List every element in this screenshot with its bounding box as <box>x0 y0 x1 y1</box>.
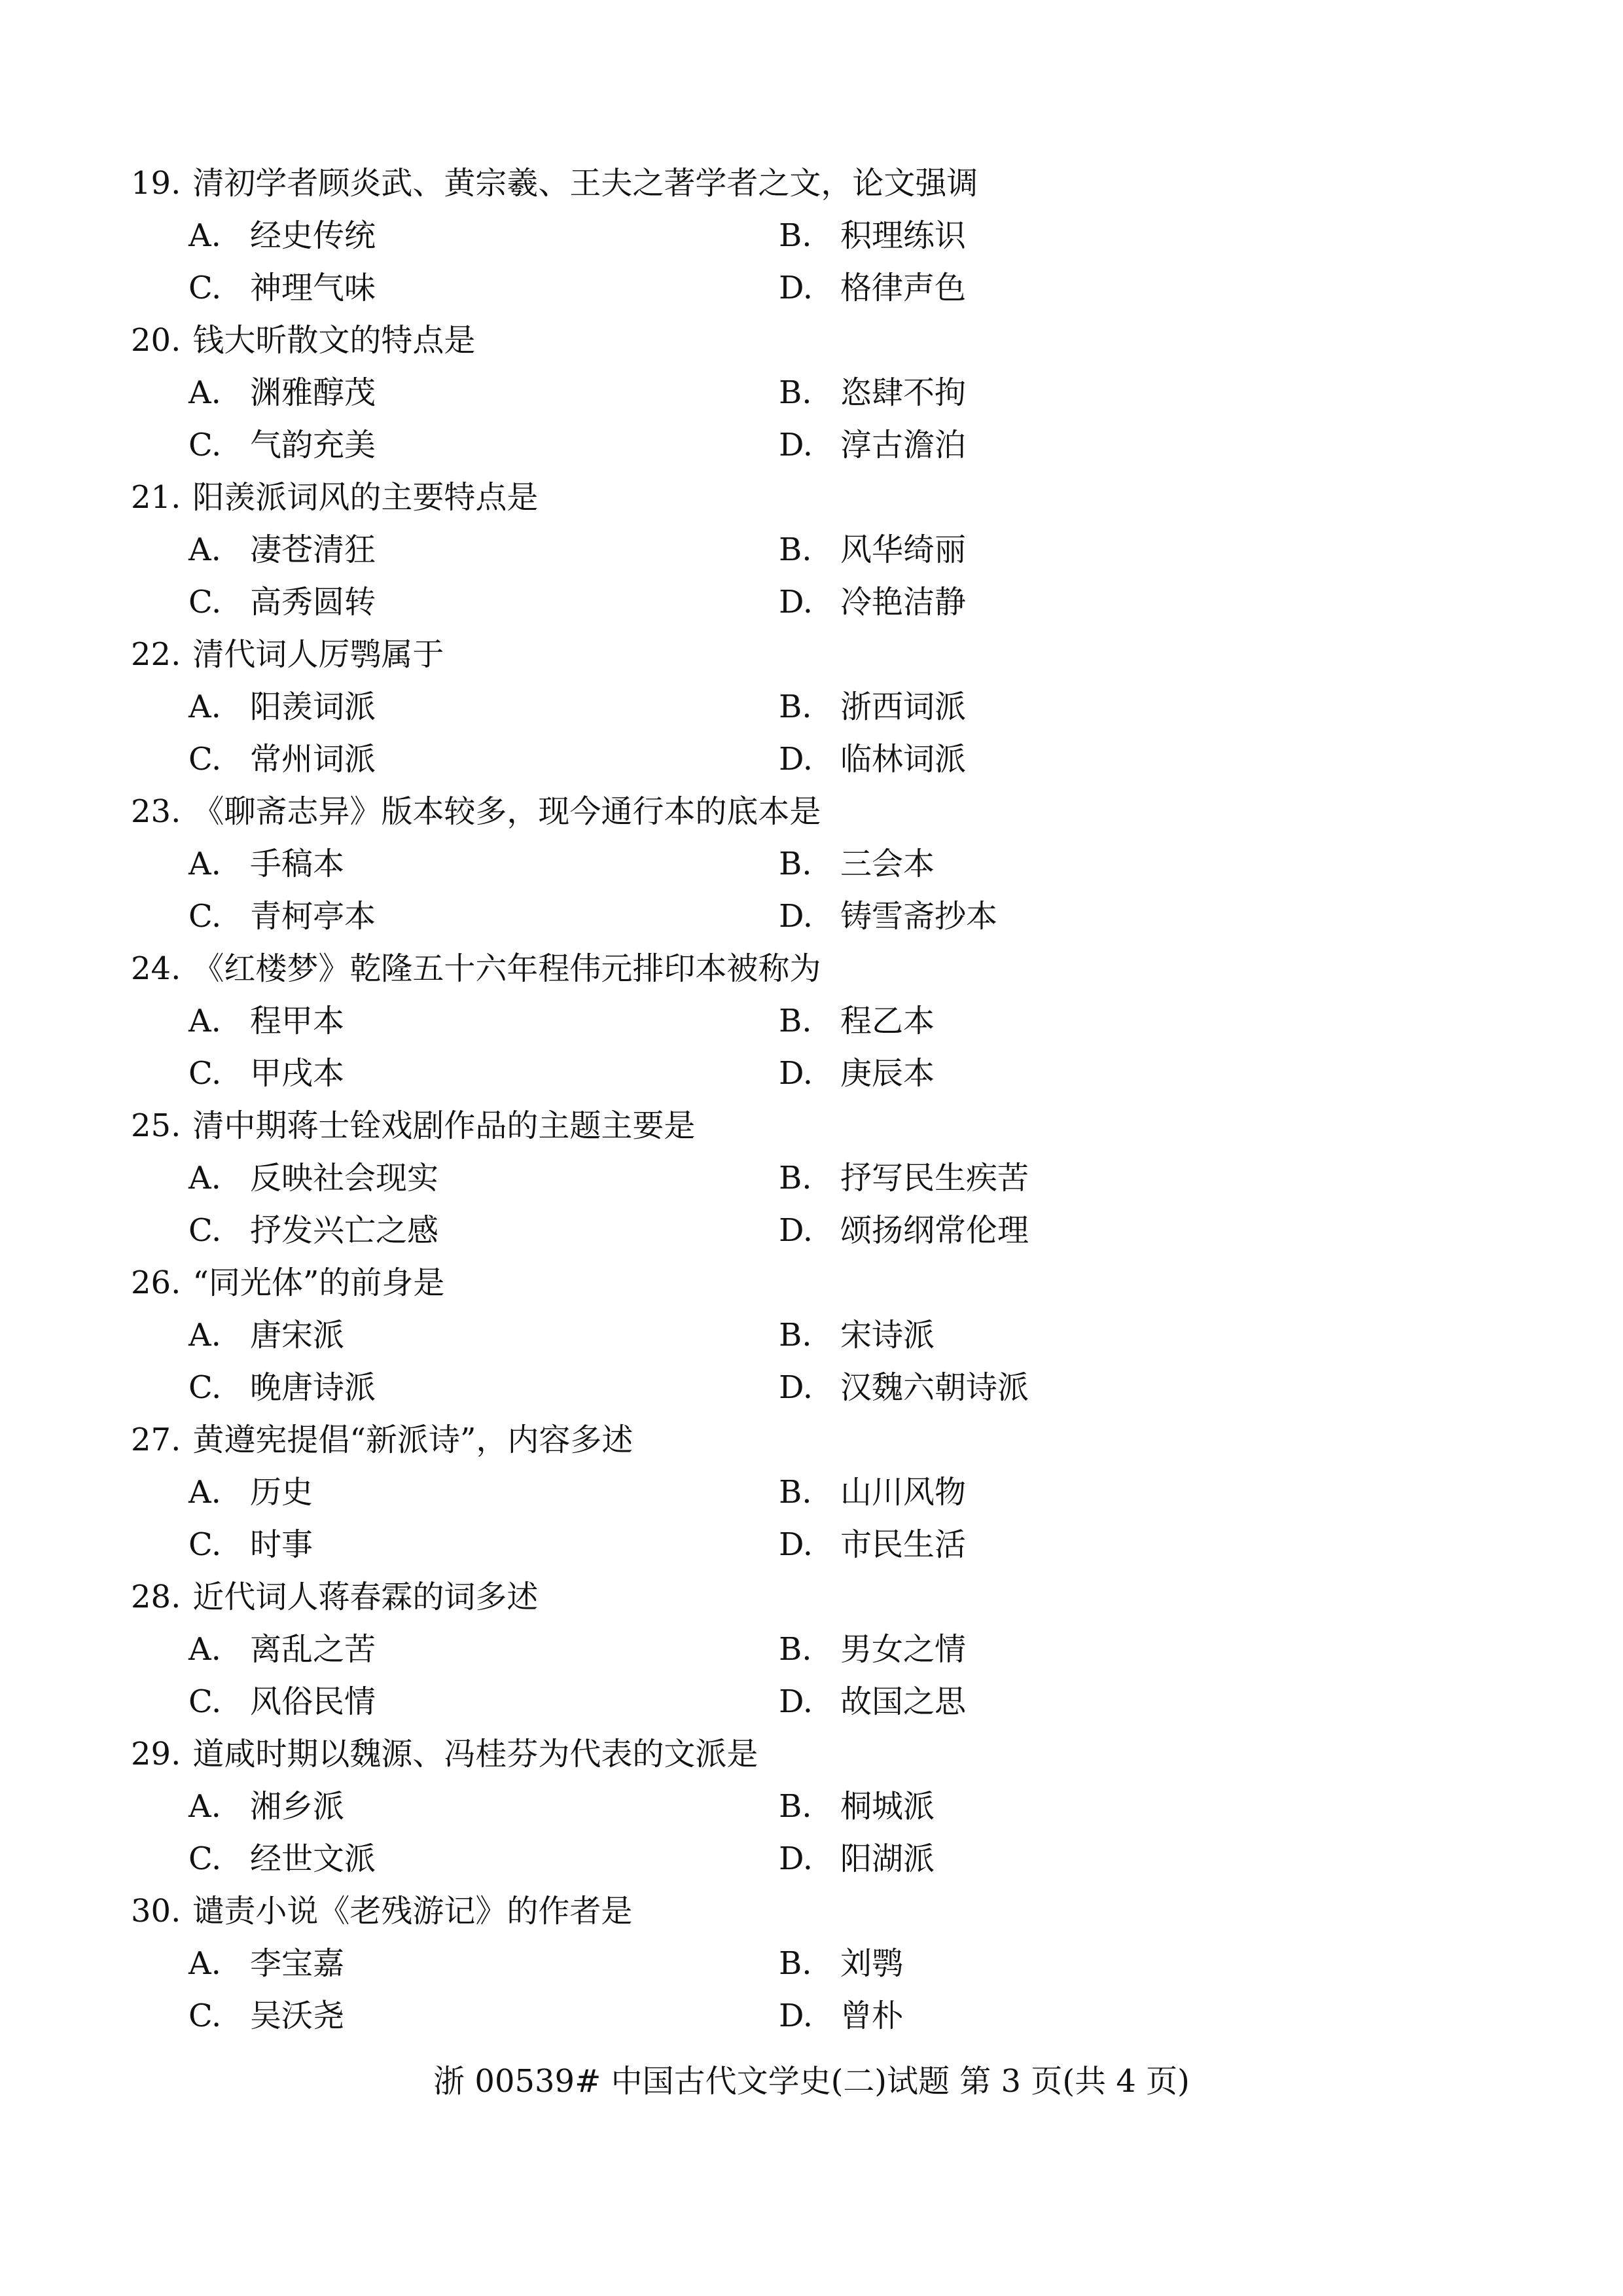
question-text: 阳羡派词风的主要特点是 <box>192 479 539 516</box>
option-text: 风俗民情 <box>250 1683 376 1720</box>
option-text: 格律声色 <box>840 270 967 306</box>
answer-option <box>188 1152 438 1204</box>
option-text: 气韵充美 <box>250 427 376 463</box>
question-number: 20. <box>131 322 181 359</box>
option-text: 常州词派 <box>250 741 376 778</box>
option-row <box>131 1937 1309 1990</box>
option-text: 甲戌本 <box>250 1055 345 1092</box>
option-row <box>131 1152 1309 1204</box>
option-letter: A. <box>188 1474 221 1511</box>
option-letter: C. <box>188 898 222 935</box>
option-letter: A. <box>188 1317 221 1354</box>
question-number: 28. <box>131 1579 181 1615</box>
question-item <box>131 1885 1309 2042</box>
question-stem <box>131 1728 1309 1780</box>
option-row <box>131 890 1309 942</box>
question-stem <box>131 942 1309 995</box>
question-number: 25. <box>131 1107 181 1144</box>
question-number: 30. <box>131 1893 181 1929</box>
option-text: 三会本 <box>840 846 935 882</box>
option-letter: B. <box>779 1317 812 1354</box>
question-item <box>131 1257 1309 1414</box>
answer-option <box>779 1466 966 1518</box>
option-letter: A. <box>188 1788 221 1825</box>
option-row <box>131 1676 1309 1728</box>
answer-option <box>188 524 376 576</box>
option-row <box>131 1466 1309 1518</box>
option-letter: A. <box>188 531 221 568</box>
answer-option <box>188 1309 344 1361</box>
answer-option <box>188 1204 438 1257</box>
option-text: 唐宋派 <box>250 1317 345 1354</box>
answer-option <box>779 1833 935 1885</box>
option-letter: D. <box>779 584 813 620</box>
answer-option <box>779 890 997 942</box>
question-stem <box>131 157 1309 209</box>
option-letter: D. <box>779 1212 813 1249</box>
option-text: 凄苍清狂 <box>250 531 376 568</box>
option-row <box>131 1361 1309 1414</box>
question-stem <box>131 471 1309 524</box>
answer-option <box>779 419 966 471</box>
question-number: 19. <box>131 165 181 202</box>
option-row <box>131 733 1309 785</box>
option-text: 汉魏六朝诗派 <box>840 1369 1029 1406</box>
option-row <box>131 576 1309 628</box>
question-item <box>131 314 1309 471</box>
option-row <box>131 838 1309 890</box>
option-text: 淳古澹泊 <box>840 427 967 463</box>
question-stem <box>131 1414 1309 1466</box>
option-text: 恣肆不拘 <box>840 374 967 411</box>
option-text: 风华绮丽 <box>840 531 967 568</box>
question-item <box>131 471 1309 628</box>
answer-option <box>188 1518 313 1571</box>
option-letter: D. <box>779 1998 813 2034</box>
option-text: 反映社会现实 <box>250 1160 439 1196</box>
option-letter: C. <box>188 1683 222 1720</box>
answer-option <box>188 419 376 471</box>
option-text: 抒写民生疾苦 <box>840 1160 1029 1196</box>
option-letter: B. <box>779 1474 812 1511</box>
question-item <box>131 1728 1309 1885</box>
option-row <box>131 419 1309 471</box>
option-text: 积理练识 <box>840 217 967 254</box>
option-letter: D. <box>779 898 813 935</box>
option-text: 庚辰本 <box>840 1055 935 1092</box>
option-text: 李宝嘉 <box>250 1945 345 1982</box>
option-letter: B. <box>779 1631 812 1668</box>
question-stem <box>131 1885 1309 1937</box>
question-stem <box>131 785 1309 838</box>
option-text: 冷艳洁静 <box>840 584 967 620</box>
option-letter: A. <box>188 217 221 254</box>
question-stem <box>131 1100 1309 1152</box>
option-text: 湘乡派 <box>250 1788 345 1825</box>
question-text: 清中期蒋士铨戏剧作品的主题主要是 <box>192 1107 696 1144</box>
option-text: 青柯亭本 <box>250 898 376 935</box>
option-text: 吴沃尧 <box>250 1998 345 2034</box>
option-text: 男女之情 <box>840 1631 967 1668</box>
option-letter: D. <box>779 1840 813 1877</box>
answer-option <box>779 681 966 733</box>
option-text: 高秀圆转 <box>250 584 376 620</box>
answer-option <box>188 838 344 890</box>
option-text: 浙西词派 <box>840 689 967 725</box>
answer-option <box>188 1780 344 1833</box>
answer-option <box>779 576 966 628</box>
option-letter: B. <box>779 531 812 568</box>
option-letter: C. <box>188 427 222 463</box>
answer-option <box>779 1937 903 1990</box>
question-item <box>131 785 1309 942</box>
option-letter: C. <box>188 1998 222 2034</box>
option-text: 程甲本 <box>250 1003 345 1039</box>
option-letter: B. <box>779 689 812 725</box>
answer-option <box>188 1361 376 1414</box>
option-letter: D. <box>779 1055 813 1092</box>
answer-option <box>188 1047 344 1100</box>
option-letter: A. <box>188 1945 221 1982</box>
question-number: 27. <box>131 1422 181 1458</box>
answer-option <box>188 262 376 314</box>
question-text: “同光体”的前身是 <box>192 1265 445 1301</box>
option-text: 市民生活 <box>840 1526 967 1563</box>
question-list <box>131 157 1309 2042</box>
option-letter: B. <box>779 1788 812 1825</box>
option-text: 山川风物 <box>840 1474 967 1511</box>
option-letter: A. <box>188 846 221 882</box>
question-stem <box>131 628 1309 681</box>
option-text: 历史 <box>250 1474 313 1511</box>
option-text: 抒发兴亡之感 <box>250 1212 439 1249</box>
option-text: 经史传统 <box>250 217 376 254</box>
option-letter: C. <box>188 741 222 778</box>
option-letter: C. <box>188 1369 222 1406</box>
answer-option <box>188 209 376 262</box>
question-text: 清初学者顾炎武、黄宗羲、王夫之著学者之文，论文强调 <box>192 165 978 202</box>
option-text: 手稿本 <box>250 846 345 882</box>
question-text: 道咸时期以魏源、冯桂芬为代表的文派是 <box>192 1736 758 1772</box>
question-text: 《红楼梦》乾隆五十六年程伟元排印本被称为 <box>192 950 821 987</box>
question-stem <box>131 1571 1309 1623</box>
question-stem <box>131 1257 1309 1309</box>
question-item <box>131 1414 1309 1571</box>
answer-option <box>779 262 966 314</box>
option-text: 程乙本 <box>840 1003 935 1039</box>
option-text: 阳湖派 <box>840 1840 935 1877</box>
option-text: 故国之思 <box>840 1683 967 1720</box>
question-number: 26. <box>131 1265 181 1301</box>
option-letter: A. <box>188 374 221 411</box>
question-text: 黄遵宪提倡“新派诗”，内容多述 <box>192 1422 633 1458</box>
answer-option <box>188 576 376 628</box>
option-text: 阳羡词派 <box>250 689 376 725</box>
option-text: 桐城派 <box>840 1788 935 1825</box>
answer-option <box>779 1676 966 1728</box>
option-letter: A. <box>188 689 221 725</box>
option-text: 颂扬纲常伦理 <box>840 1212 1029 1249</box>
question-item <box>131 628 1309 785</box>
option-text: 渊雅醇茂 <box>250 374 376 411</box>
option-letter: B. <box>779 1003 812 1039</box>
question-item <box>131 942 1309 1100</box>
answer-option <box>188 1937 344 1990</box>
answer-option <box>779 209 966 262</box>
option-row <box>131 1833 1309 1885</box>
option-text: 经世文派 <box>250 1840 376 1877</box>
option-row <box>131 1047 1309 1100</box>
option-text: 曾朴 <box>840 1998 904 2034</box>
option-letter: D. <box>779 270 813 306</box>
answer-option <box>188 1833 376 1885</box>
question-stem <box>131 314 1309 367</box>
question-number: 24. <box>131 950 181 987</box>
option-letter: B. <box>779 1160 812 1196</box>
question-text: 谴责小说《老残游记》的作者是 <box>192 1893 633 1929</box>
question-item <box>131 1571 1309 1728</box>
answer-option <box>779 1361 1029 1414</box>
question-number: 21. <box>131 479 181 516</box>
option-letter: C. <box>188 270 222 306</box>
option-text: 晚唐诗派 <box>250 1369 376 1406</box>
answer-option <box>779 524 966 576</box>
option-letter: D. <box>779 1369 813 1406</box>
option-letter: B. <box>779 1945 812 1982</box>
question-number: 29. <box>131 1736 181 1772</box>
answer-option <box>779 733 966 785</box>
answer-option <box>188 1990 344 2042</box>
option-letter: D. <box>779 1526 813 1563</box>
option-row <box>131 1780 1309 1833</box>
option-letter: B. <box>779 217 812 254</box>
option-text: 神理气味 <box>250 270 376 306</box>
answer-option <box>779 1990 903 2042</box>
option-letter: B. <box>779 374 812 411</box>
question-number: 23. <box>131 793 181 830</box>
option-row <box>131 1309 1309 1361</box>
answer-option <box>779 1152 1029 1204</box>
option-row <box>131 995 1309 1047</box>
option-row <box>131 1518 1309 1571</box>
answer-option <box>188 995 344 1047</box>
question-item <box>131 157 1309 314</box>
option-text: 刘鹗 <box>840 1945 904 1982</box>
answer-option <box>779 367 966 419</box>
answer-option <box>779 995 935 1047</box>
option-letter: B. <box>779 846 812 882</box>
question-text: 《聊斋志异》版本较多，现今通行本的底本是 <box>192 793 821 830</box>
option-row <box>131 1990 1309 2042</box>
answer-option <box>188 890 376 942</box>
answer-option <box>188 1623 376 1676</box>
answer-option <box>779 1623 966 1676</box>
option-text: 临林词派 <box>840 741 967 778</box>
option-letter: D. <box>779 1683 813 1720</box>
answer-option <box>188 367 376 419</box>
option-letter: A. <box>188 1631 221 1668</box>
question-text: 近代词人蒋春霖的词多述 <box>192 1579 539 1615</box>
option-row <box>131 1623 1309 1676</box>
option-text: 时事 <box>250 1526 313 1563</box>
option-letter: A. <box>188 1003 221 1039</box>
answer-option <box>779 1309 935 1361</box>
answer-option <box>188 733 376 785</box>
answer-option <box>779 838 935 890</box>
option-letter: C. <box>188 1526 222 1563</box>
answer-option <box>779 1204 1029 1257</box>
question-item <box>131 1100 1309 1257</box>
option-letter: C. <box>188 1212 222 1249</box>
answer-option <box>188 681 376 733</box>
question-text: 钱大昕散文的特点是 <box>192 322 476 359</box>
option-row <box>131 681 1309 733</box>
option-row <box>131 367 1309 419</box>
option-letter: C. <box>188 1055 222 1092</box>
option-letter: C. <box>188 1840 222 1877</box>
question-number: 22. <box>131 636 181 673</box>
question-text: 清代词人厉鹗属于 <box>192 636 444 673</box>
answer-option <box>188 1676 376 1728</box>
answer-option <box>779 1518 966 1571</box>
option-letter: D. <box>779 741 813 778</box>
answer-option <box>779 1780 935 1833</box>
option-letter: D. <box>779 427 813 463</box>
answer-option <box>188 1466 313 1518</box>
option-letter: A. <box>188 1160 221 1196</box>
option-text: 离乱之苦 <box>250 1631 376 1668</box>
option-row <box>131 262 1309 314</box>
option-row <box>131 1204 1309 1257</box>
option-letter: C. <box>188 584 222 620</box>
option-row <box>131 524 1309 576</box>
option-text: 宋诗派 <box>840 1317 935 1354</box>
answer-option <box>779 1047 935 1100</box>
page-footer: 浙 00539# 中国古代文学史(二)试题 第 3 页(共 4 页) <box>433 2063 1190 2100</box>
option-text: 铸雪斋抄本 <box>840 898 998 935</box>
option-row <box>131 209 1309 262</box>
